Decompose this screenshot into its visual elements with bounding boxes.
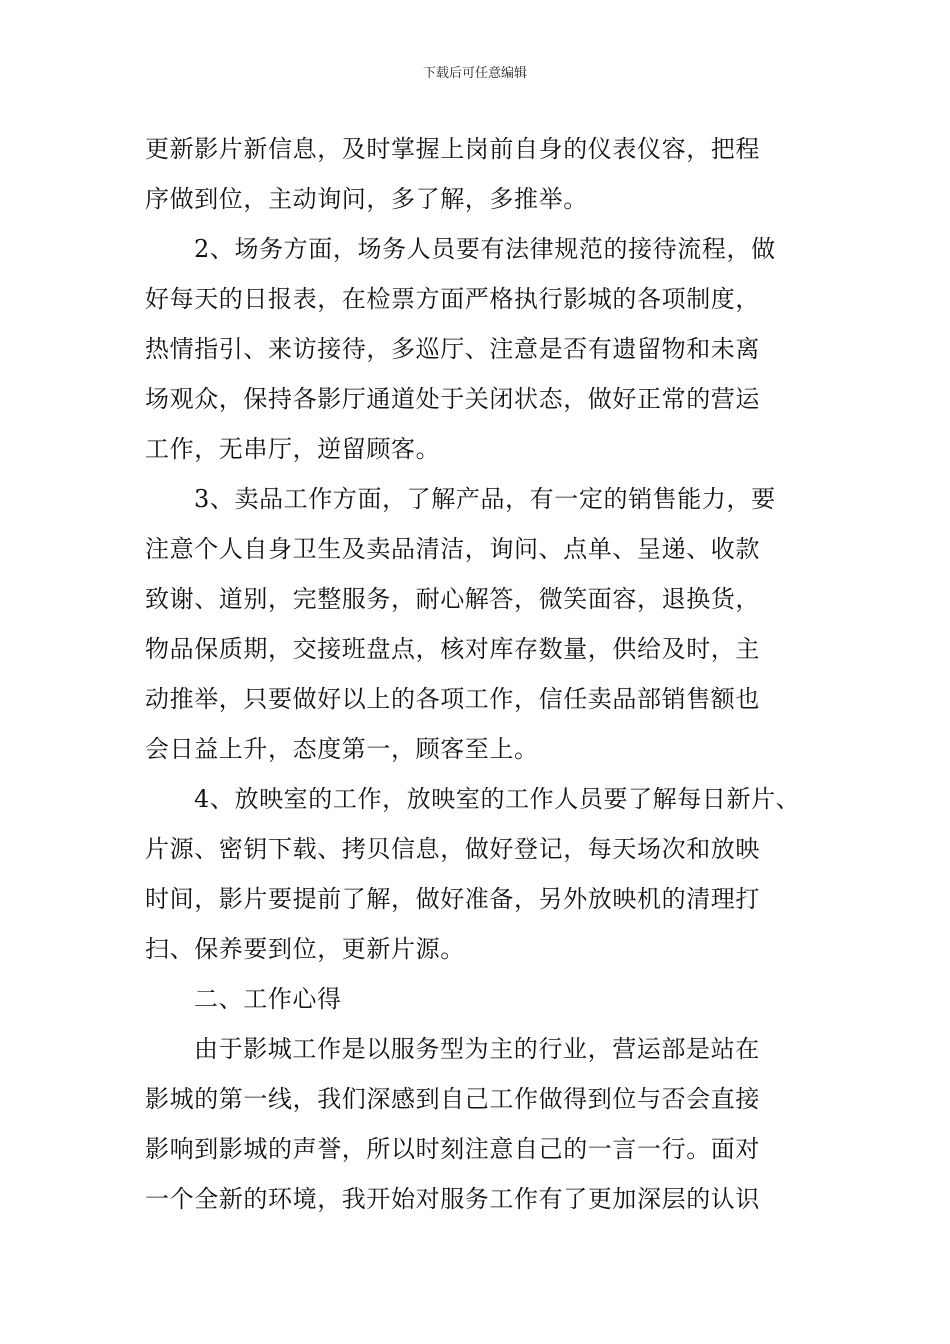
section-heading: 二、工作心得 (194, 985, 342, 1013)
body-line: 由于影城工作是以服务型为主的行业，营运部是站在 (194, 1035, 760, 1063)
body-line: 序做到位，主动询问，多了解，多推举。 (145, 185, 588, 213)
body-line: 物品保质期，交接班盘点，核对库存数量，供给及时，主 (145, 635, 760, 663)
body-line: 3、卖品工作方面，了解产品，有一定的销售能力，要 (194, 485, 776, 513)
header-note: 下载后可任意编辑 (422, 66, 527, 81)
body-line: 片源、密钥下载、拷贝信息，做好登记，每天场次和放映 (145, 835, 760, 863)
body-line: 影城的第一线，我们深感到自己工作做得到位与否会直接 (145, 1085, 760, 1113)
body-line: 致谢、道别，完整服务，耐心解答，微笑面容，退换货， (145, 585, 760, 613)
body-line: 4、放映室的工作，放映室的工作人员要了解每日新片、 (194, 785, 801, 813)
body-line: 动推举，只要做好以上的各项工作，信任卖品部销售额也 (145, 685, 760, 713)
body-line: 会日益上升，态度第一，顾客至上。 (145, 735, 539, 763)
body-line: 工作，无串厅，逆留顾客。 (145, 435, 441, 463)
body-line: 注意个人自身卫生及卖品清洁，询问、点单、呈递、收款 (145, 535, 760, 563)
body-line: 更新影片新信息，及时掌握上岗前自身的仪表仪容，把程 (145, 135, 760, 163)
body-line: 扫、保养要到位，更新片源。 (145, 935, 465, 963)
body-line: 好每天的日报表，在检票方面严格执行影城的各项制度， (145, 285, 760, 313)
body-line: 场观众，保持各影厅通道处于关闭状态，做好正常的营运 (145, 385, 760, 413)
body-line: 时间，影片要提前了解，做好准备，另外放映机的清理打 (145, 885, 760, 913)
body-line: 一个全新的环境，我开始对服务工作有了更加深层的认识 (145, 1185, 760, 1213)
body-line: 影响到影城的声誉，所以时刻注意自己的一言一行。面对 (145, 1135, 760, 1163)
body-line: 热情指引、来访接待，多巡厅、注意是否有遗留物和未离 (145, 335, 760, 363)
body-line: 2、场务方面，场务人员要有法律规范的接待流程，做 (194, 235, 776, 263)
